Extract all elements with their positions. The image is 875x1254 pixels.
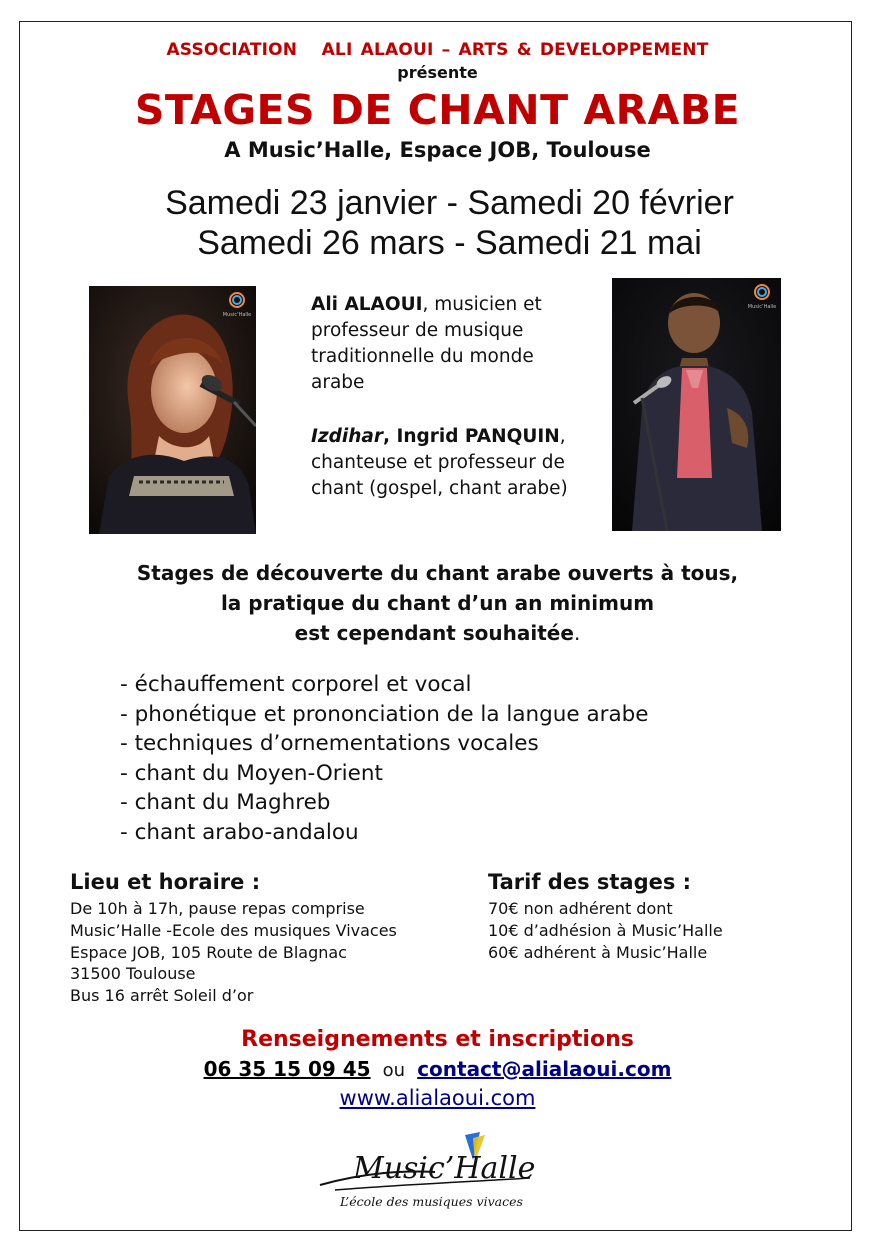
lieu-heading: Lieu et horaire : [70,870,261,894]
tarif-line: 70€ non adhérent dont [488,899,673,918]
list-item: - chant du Maghreb [120,790,331,816]
venue-subtitle: A Music’Halle, Espace JOB, Toulouse [224,138,651,162]
topics-list [120,670,649,848]
logo-wordmark: Music’Halle [353,1151,536,1186]
musician-photo-illustration [612,278,781,531]
dates-line-2: Samedi 26 mars - Samedi 21 mai [197,224,702,262]
intro-line-3-text: est cependant souhaitée [294,621,574,645]
contact-heading: Renseignements et inscriptions [241,1027,634,1052]
intro-paragraph [0,558,875,648]
email-link[interactable]: contact@alialaoui.com [417,1057,672,1081]
musichalle-logo [315,1130,545,1220]
photo-badge-left: Music’Halle [222,312,252,318]
lieu-line: De 10h à 17h, pause repas comprise [70,899,365,918]
or-label: ou [382,1060,406,1081]
musichalle-logo-graphic [315,1130,545,1220]
logo-tagline: L’école des musiques vivaces [340,1194,523,1209]
list-item: - phonétique et prononciation de la langue arabe [120,701,649,727]
website-line [0,1086,875,1110]
teacher-ingrid-description: , chanteuse et professeur de chant (gospel, chant arabe) [311,426,568,499]
page-title: STAGES DE CHANT ARABE [134,86,741,134]
list-item: - échauffement corporel et vocal [120,672,472,697]
phone-link[interactable]: 06 35 15 09 45 [203,1057,371,1081]
website-link[interactable]: www.alialaoui.com [339,1086,536,1110]
teacher-ingrid [311,424,581,502]
lieu-line: Espace JOB, 105 Route de Blagnac [70,942,347,962]
teacher-ali [311,292,581,396]
intro-line-3 [0,618,875,648]
tarif-line: 10€ d’adhésion à Music’Halle [488,920,723,940]
list-item: - techniques d’ornementations vocales [120,731,539,757]
singer-photo-illustration [89,286,256,534]
singer-photo [89,286,256,534]
musician-photo [612,278,781,531]
teacher-izdihar-name: Izdihar [311,426,384,447]
tarif-heading: Tarif des stages : [488,870,692,894]
presents-label: présente [397,63,478,82]
teacher-ali-name: Ali ALAOUI [311,294,423,315]
teacher-ali-description: , musicien et professeur de musique traditionnelle du monde arabe [311,294,542,393]
intro-line-3-period: . [573,621,581,645]
teacher-ingrid-name: , Ingrid PANQUIN [383,426,560,447]
lieu-line: Bus 16 arrêt Soleil d’or [70,986,254,1006]
list-item: - chant arabo-andalou [120,819,359,845]
intro-line-2: la pratique du chant d’un an minimum [220,591,655,615]
photo-badge-right: Music’Halle [747,304,777,310]
tarif-line: 60€ adhérent à Music’Halle [488,942,708,962]
association-name: ASSOCIATION ALI ALAOUI – ARTS & DEVELOPPEMENT [166,40,709,60]
dates-line-1: Samedi 23 janvier - Samedi 20 février [165,184,734,222]
intro-line-1: Stages de découverte du chant arabe ouverts à tous, [136,561,739,585]
list-item: - chant du Moyen-Orient [120,760,383,786]
contact-line [0,1057,875,1081]
lieu-line: 31500 Toulouse [70,964,196,984]
lieu-section [70,870,470,1007]
tarif-section [488,870,828,963]
lieu-line: Music’Halle -Ecole des musiques Vivaces [70,920,397,940]
